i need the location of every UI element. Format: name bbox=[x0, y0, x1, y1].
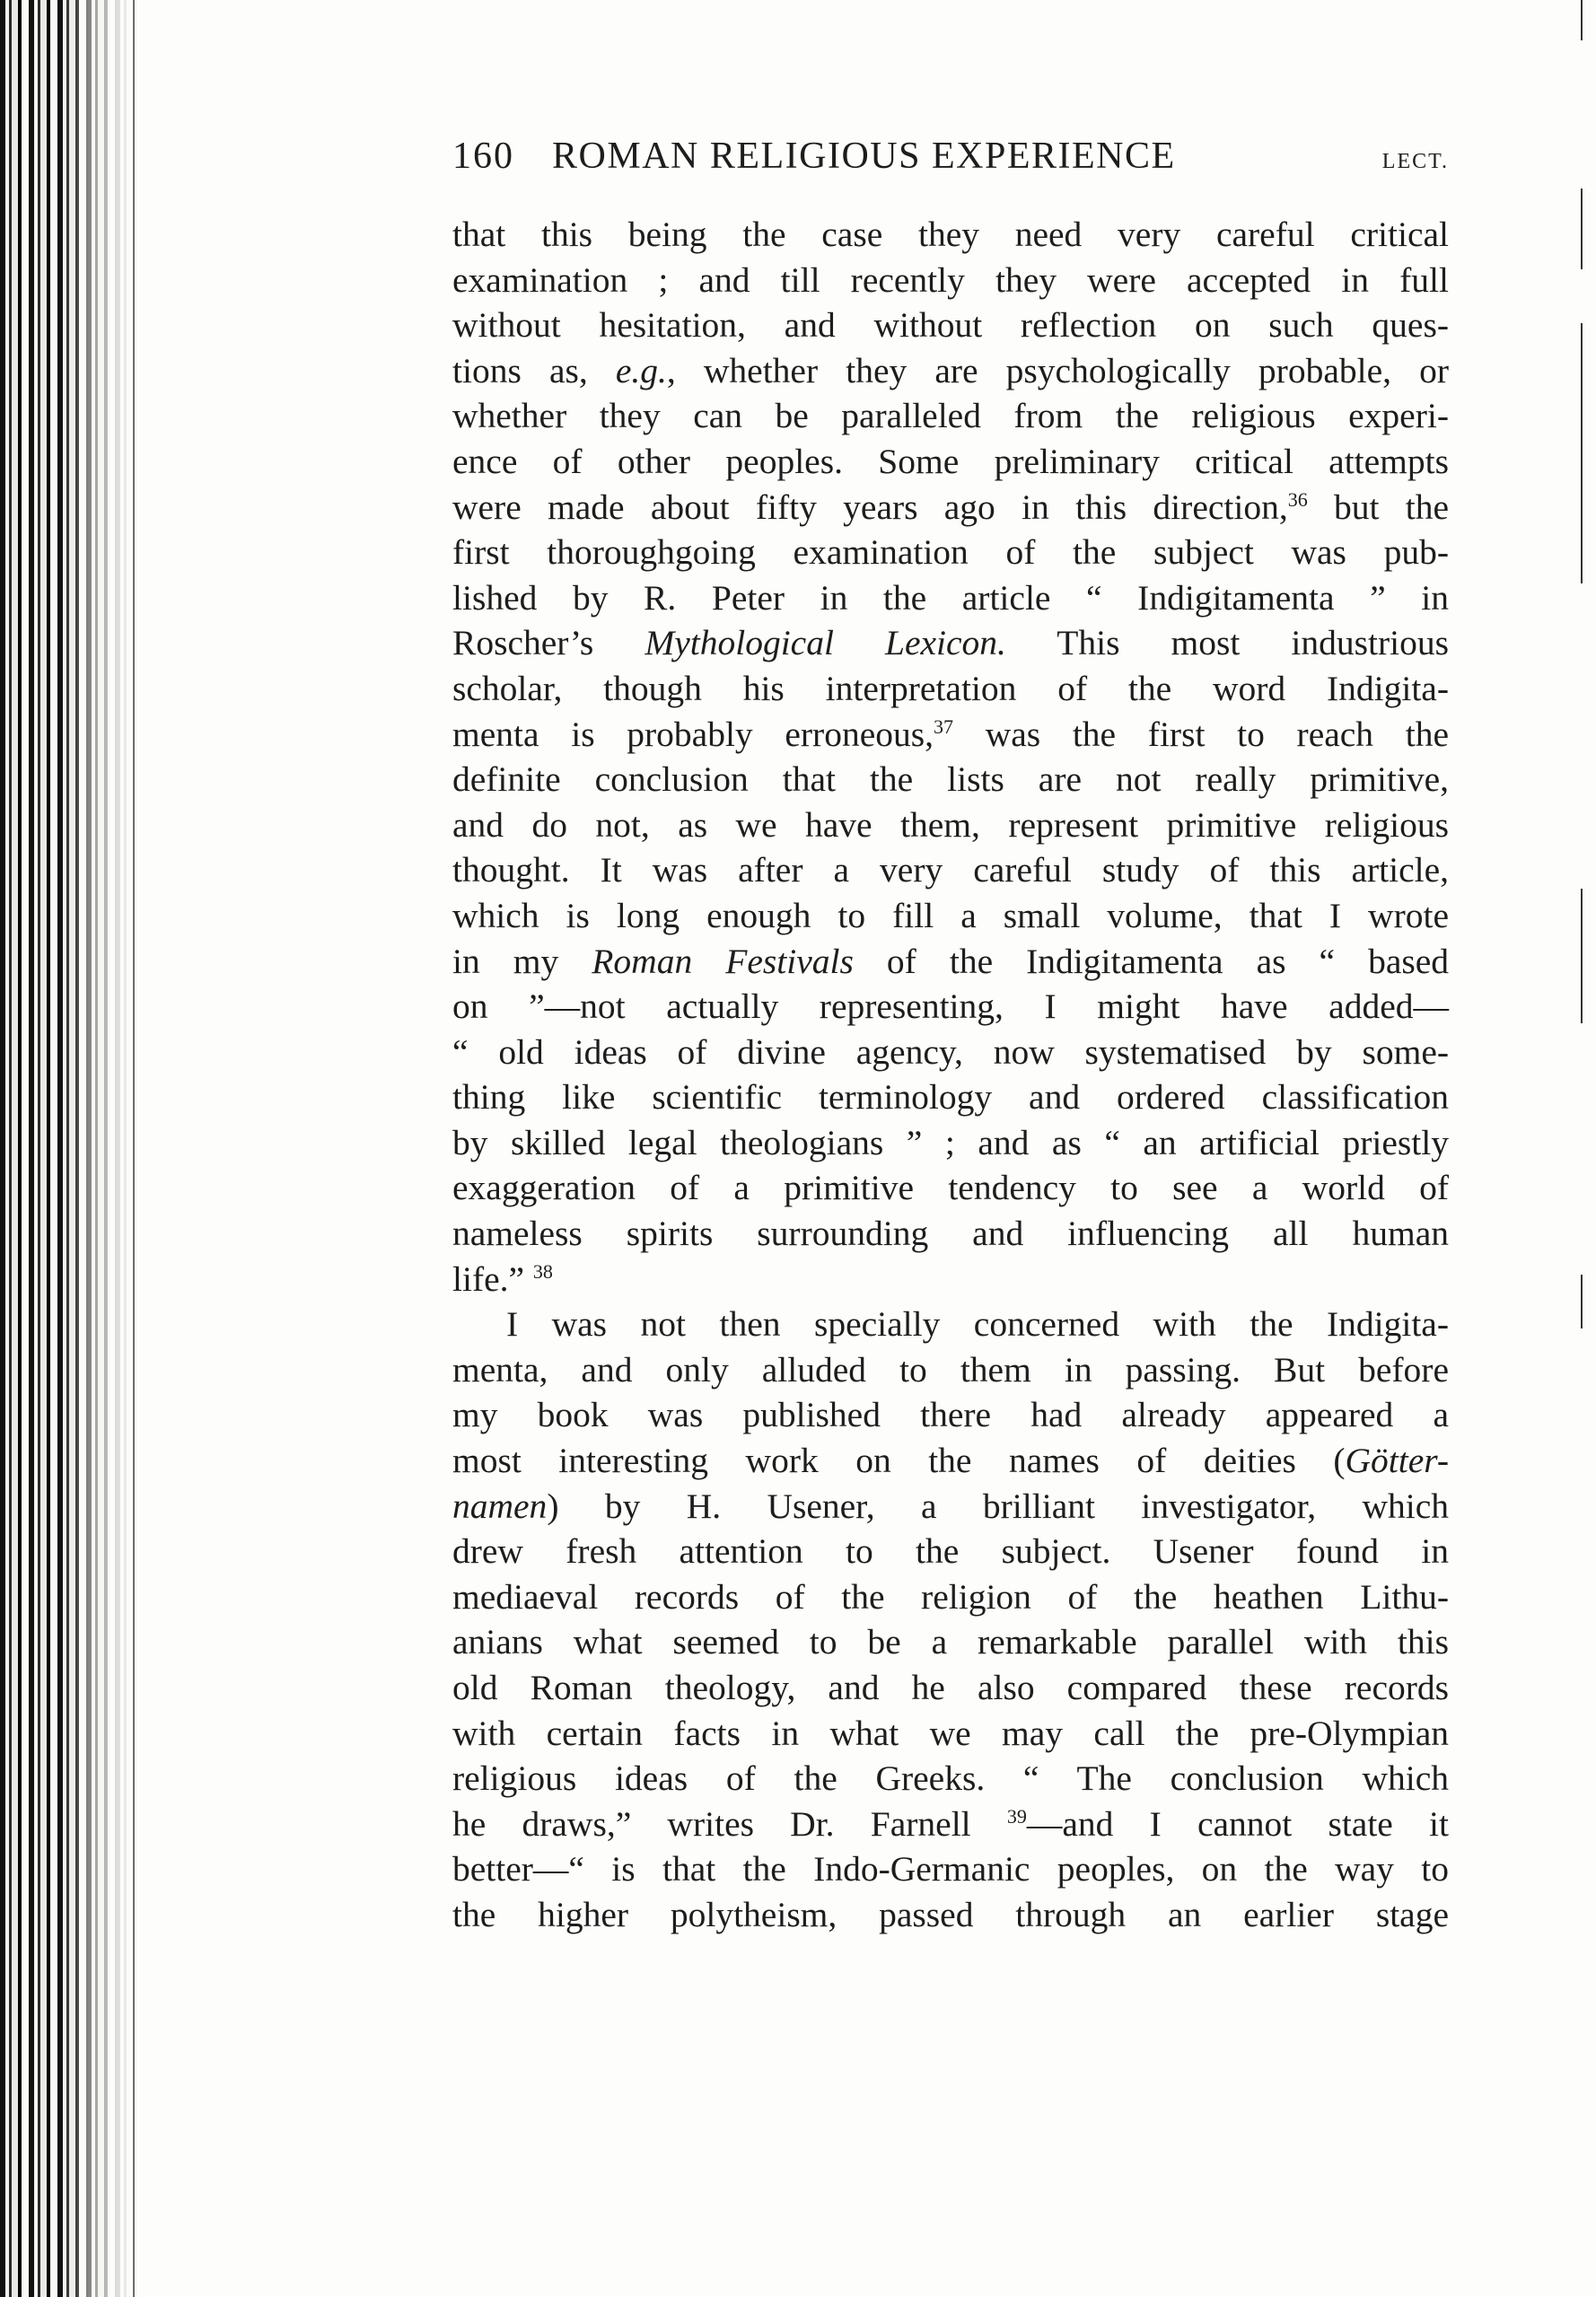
text-line: definite conclusion that the lists are not really primitive, bbox=[452, 759, 1449, 800]
footnote-ref: 37 bbox=[934, 715, 953, 738]
footnote-ref: 39 bbox=[1006, 1804, 1027, 1828]
text-line: thing like scientific terminology and ordered classification bbox=[452, 1077, 1449, 1118]
text-line: he draws,” writes Dr. Farnell $^{39}$—and I cannot state it bbox=[452, 1803, 1449, 1844]
text-line: religious ideas of the Greeks. “ The conclusion which bbox=[452, 1758, 1449, 1799]
text-line: scholar, though his interpretation of the word Indigita- bbox=[452, 668, 1449, 708]
footnote-ref: 38 bbox=[532, 1259, 553, 1283]
text-line: without hesitation, and without reflection on such ques- bbox=[452, 305, 1449, 346]
text-line: lished by R. Peter in the article “ Indigitamenta ” in bbox=[452, 577, 1449, 618]
text-line: anians what seemed to be a remarkable parallel with this bbox=[452, 1622, 1449, 1662]
text-line: on ”—not actually representing, I might have added— bbox=[452, 986, 1449, 1027]
text-line: in my Roman Festivals of the Indigitamenta as “ based bbox=[452, 941, 1450, 981]
text-line: nameless spirits surrounding and influencing all human bbox=[452, 1214, 1449, 1254]
text-line: I was not then specially concerned with the Indigita- bbox=[506, 1304, 1449, 1345]
section-label: LECT. bbox=[1381, 150, 1449, 173]
text-line: better—“ is that the Indo-Germanic peoples, on the way to bbox=[452, 1849, 1449, 1889]
italic-title: Roman Festivals bbox=[592, 941, 854, 981]
text-line: were made about fifty years ago in this direction,$^{36}$ but the bbox=[452, 487, 1449, 527]
text-line: with certain facts in what we may call the pre-Olympian bbox=[452, 1713, 1449, 1753]
footnote-ref: 36 bbox=[1287, 487, 1308, 511]
text-line: by skilled legal theologians ” ; and as “ an artificial priestly bbox=[452, 1122, 1449, 1162]
running-title: ROMAN RELIGIOUS EXPERIENCE bbox=[552, 136, 1176, 177]
italic-term: namen bbox=[452, 1486, 548, 1526]
text-line: menta, and only alluded to them in passing. But before bbox=[452, 1349, 1449, 1390]
text-line: exaggeration of a primitive tendency to see a world of bbox=[452, 1168, 1449, 1208]
text-line: tions as, e.g., whether they are psychologically probable, or bbox=[452, 350, 1449, 390]
italic-term: Götter- bbox=[1345, 1441, 1449, 1481]
text-line: “ old ideas of divine agency, now systematised by some- bbox=[452, 1031, 1449, 1072]
binding-shadow-line bbox=[133, 0, 135, 2297]
paragraph-1 bbox=[452, 212, 1449, 1302]
text-line: whether they can be paralleled from the religious experi- bbox=[452, 396, 1449, 436]
text-line: namen) by H. Usener, a brilliant investigator, which bbox=[452, 1486, 1449, 1526]
text-line: drew fresh attention to the subject. Usener found in bbox=[452, 1531, 1449, 1572]
text-line: thought. It was after a very careful study of this article, bbox=[452, 850, 1449, 890]
text-line: and do not, as we have them, represent primitive religious bbox=[452, 804, 1449, 845]
text-line: the higher polytheism, passed through an earlier stage bbox=[452, 1894, 1449, 1934]
text-line: Roscher’s Mythological Lexicon. This most industrious bbox=[452, 623, 1449, 663]
running-head bbox=[452, 135, 1449, 206]
text-line: ence of other peoples. Some preliminary critical attempts bbox=[452, 441, 1449, 481]
text-line: examination ; and till recently they were accepted in full bbox=[452, 259, 1449, 300]
text-line: life.” $^{38}$ bbox=[452, 1258, 553, 1299]
text-line: that this being the case they need very careful critical bbox=[452, 215, 1449, 254]
right-edge-marks bbox=[1581, 0, 1583, 2297]
paragraph-2 bbox=[452, 1302, 1449, 1937]
book-page bbox=[452, 135, 1449, 1938]
text-line: most interesting work on the names of deities (Götter- bbox=[452, 1441, 1449, 1481]
text-line: my book was published there had already appeared a bbox=[452, 1395, 1449, 1435]
italic-eg: e.g. bbox=[615, 350, 667, 390]
italic-title: Mythological Lexicon. bbox=[645, 623, 1006, 663]
text-line: first thoroughgoing examination of the subject was pub- bbox=[452, 532, 1449, 573]
text-line: mediaeval records of the religion of the heathen Lithu- bbox=[452, 1576, 1449, 1617]
text-line: which is long enough to fill a small volume, that I wrote bbox=[452, 895, 1449, 935]
text-line: old Roman theology, and he also compared these records bbox=[452, 1668, 1449, 1707]
binding-edge bbox=[0, 0, 144, 2297]
page-number: 160 bbox=[452, 136, 514, 177]
text-line: menta is probably erroneous,$^{37}$ was the first to reach the bbox=[452, 714, 1450, 754]
